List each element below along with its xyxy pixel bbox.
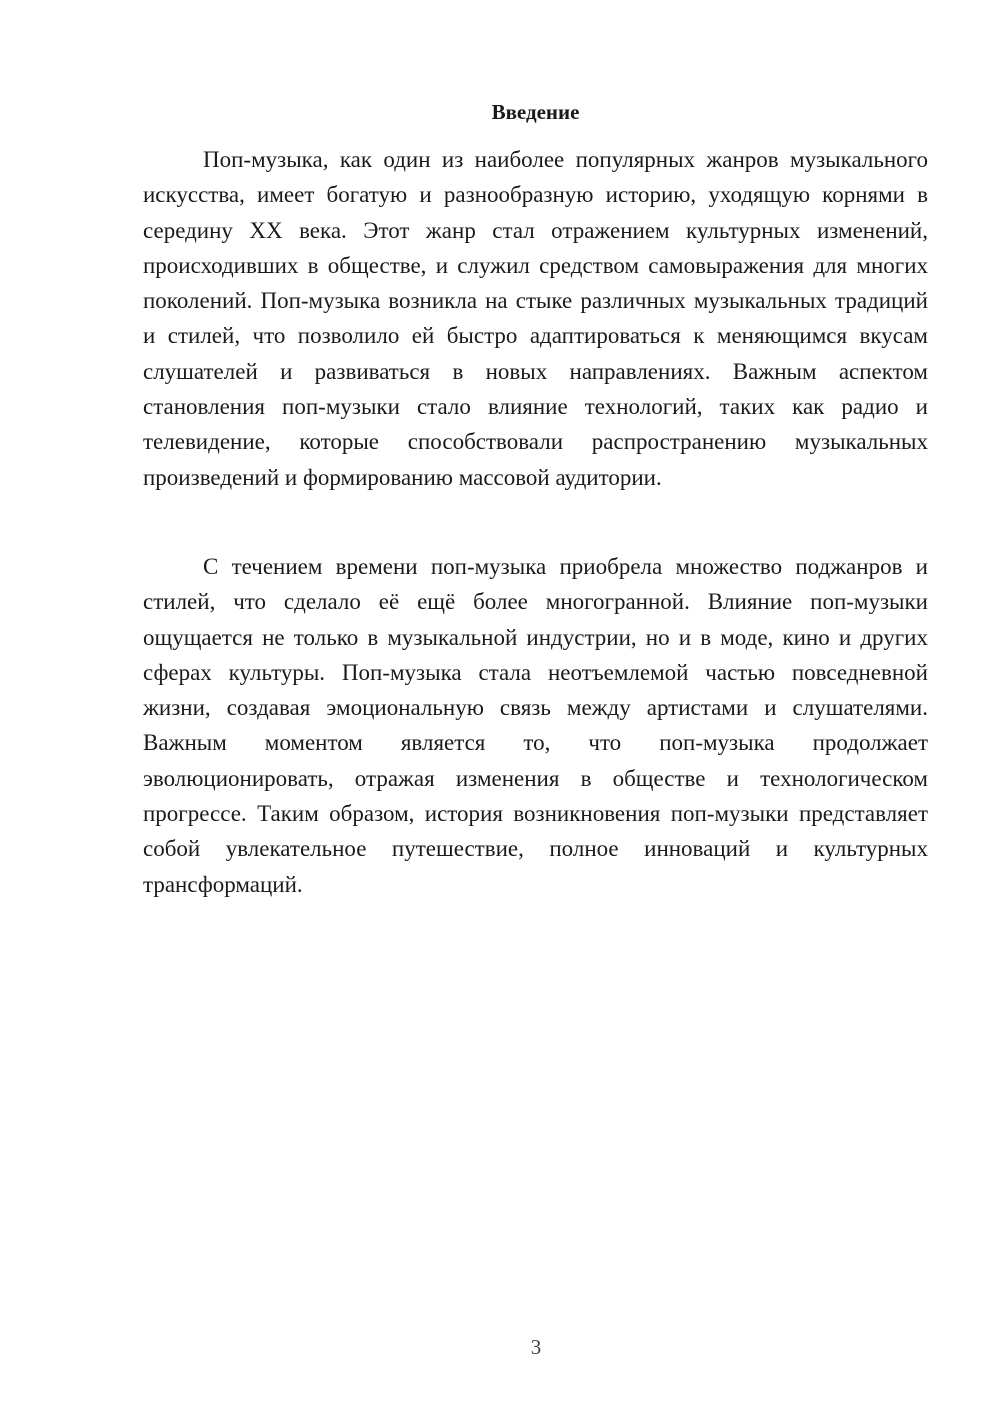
section-heading: Введение — [491, 100, 580, 124]
page-number: 3 — [530, 1335, 542, 1359]
paragraph-2: С течением времени поп-музыка приобрела множество поджанров и стилей, что сделало её ещё более многогранной. Влияние поп-музыки ощущается не только в музыкальной индустрии, но и в моде, кино и других сферах культуры. Поп-музыка стала неотъемлемой частью повседневной жизни, создавая эмоциональную связь между артистами и слушателями. Важным моментом является то, что поп-музыка продолжает эволюционировать, отражая изменения в обществе и технологическом прогрессе. Таким образом, история возникновения поп-музыки представляет собой увлекательное путешествие, полное инноваций и культурных трансформаций. — [143, 554, 928, 897]
paragraph-1: Поп-музыка, как один из наиболее популярных жанров музыкального искусства, имеет богатую и разнообразную историю, уходящую корнями в середину XX века. Этот жанр стал отражением культурных изменений, происходивших в обществе, и служил средством самовыражения для многих поколений. Поп-музыка возникла на стыке различных музыкальных традиций и стилей, что позволило ей быстро адаптироваться к меняющимся вкусам слушателей и развиваться в новых направлениях. Важным аспектом становления поп-музыки стало влияние технологий, таких как радио и телевидение, которые способствовали распространению музыкальных произведений и формированию массовой аудитории. — [143, 147, 928, 490]
